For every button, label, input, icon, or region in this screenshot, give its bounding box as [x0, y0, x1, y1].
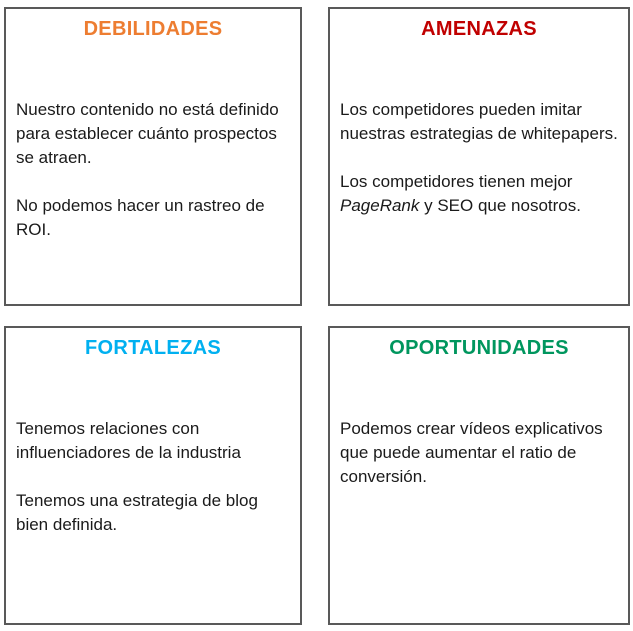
- fortalezas-paragraph-1: Tenemos relaciones con influenciadores de la industria: [16, 419, 241, 462]
- debilidades-body: [16, 98, 292, 266]
- oportunidades-box: [328, 326, 630, 625]
- debilidades-title: DEBILIDADES: [83, 18, 223, 40]
- amenazas-paragraph-2-end: y SEO que nosotros.: [419, 196, 581, 215]
- pagerank-term: PageRank: [340, 196, 420, 215]
- fortalezas-paragraph-2: Tenemos una estrategia de blog bien definida.: [16, 491, 258, 534]
- oportunidades-title: OPORTUNIDADES: [389, 337, 569, 359]
- amenazas-paragraph-2: [340, 170, 620, 218]
- oportunidades-body: [340, 417, 620, 513]
- fortalezas-title: FORTALEZAS: [85, 337, 221, 359]
- fortalezas-body: [16, 417, 292, 561]
- fortalezas-box: [4, 326, 302, 625]
- amenazas-box: [328, 7, 630, 306]
- amenazas-paragraph-1: Los competidores pueden imitar nuestras estrategias de whitepapers.: [340, 100, 618, 143]
- debilidades-paragraph-2: No podemos hacer un rastreo de ROI.: [16, 196, 265, 239]
- debilidades-paragraph-1: Nuestro contenido no está definido para establecer cuánto prospectos se atraen.: [16, 100, 279, 167]
- amenazas-paragraph-2-start: Los competidores tienen mejor: [340, 172, 573, 191]
- debilidades-box: [4, 7, 302, 306]
- amenazas-title: AMENAZAS: [421, 18, 537, 40]
- amenazas-body: [340, 98, 620, 242]
- oportunidades-paragraph-1: Podemos crear vídeos explicativos que puede aumentar el ratio de conversión.: [340, 419, 603, 486]
